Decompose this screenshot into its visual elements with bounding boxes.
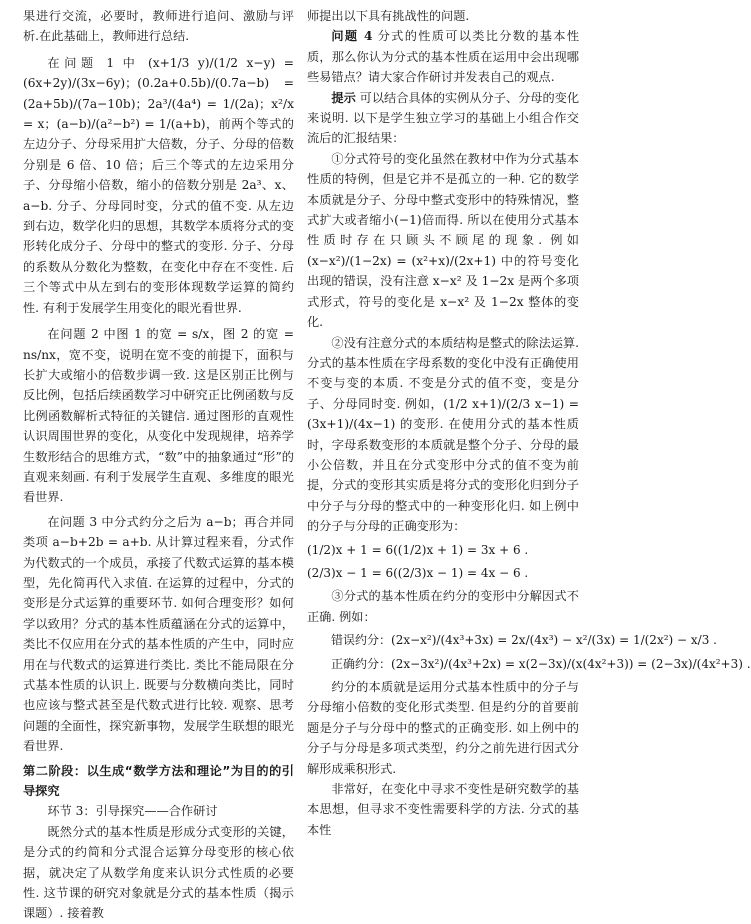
left-paragraph-problem-3: 在问题 3 中分式约分之后为 a−b；再合并同类项 a−b+2b = a+b. 从计算过程来看，分式作为代数式的一个成员，承接了代数式运算的基本模型，先化简再代入求值. 在运算的过程中，分式的变形是分式运算的重要环节. 如何合理变形？如何学以致用？分式的基本性质蕴涵在分式的运算中，类比不仅应用在分式的基本性质的产生中，同时应用在与代数式的运算进行类比. 类比不能局限在分式基本性质的认识上. 既要与分数横向类比，同时也应该与整式甚至是代数式进行比较. 观察、思考问题的全面性，探究新事物，发展学生联想的眼光看世界.: [23, 514, 294, 754]
result-5: 非常好，在变化中寻求不变性是研究数学的基本思想，但寻求不变性需要科学的方法. 分式的基本性: [307, 782, 579, 837]
left-paragraph-5: 既然分式的基本性质是形成分式变形的关键，是分式的约简和分式混合运算分母变形的核心依据，就决定了从数学角度来认识分式性质的必要性. 这节课的研究对象就是分式的基本性质（揭示课题）. 接着教: [23, 824, 294, 921]
question-4-label: 问题 4: [331, 29, 373, 44]
hint-text: 可以结合具体的实例从分子、分母的变化来说明. 以下是学生独立学习的基础上小组合作交流后的汇报结果：: [307, 90, 580, 146]
correct-reduction: [307, 654, 751, 674]
result-3: ③分式的基本性质在约分的变形中分解因式不正确. 例如：: [307, 589, 579, 624]
equation-numerator: (1/2)x + 1 = 6((1/2)x + 1) = 3x + 6 .: [307, 542, 529, 557]
equation-denominator: (2/3)x − 1 = 6((2/3)x − 1) = 4x − 6 .: [307, 565, 529, 580]
section-title-stage-2: 第二阶段：以生成“数学方法和理论”为目的的引导探究: [23, 763, 294, 799]
left-paragraph-problem-1: 在问题 1 中 (x+1/3 y)/(1/2 x−y) = (6x+2y)/(3x−6y)；(0.2a+0.5b)/(0.7a−b) = (2a+5b)/(7a−10b)；2a³/(4a⁴) = 1/(2a)；x²/x = x；(a−b)/(a²−b²) = 1/(a+b)，前两个等式的左边分子、分母采用扩大倍数，分子、分母的倍数分别是 6 倍、10 倍；后三个等式的左边采用分子、分母缩小倍数，缩小的倍数分别是 2a³、x、a−b. 分子、分母同时变，分式的值不变. 从左边到右边，数学化归的思想，其数学本质将分式的变形转化成分子、分母中的整式的变形. 分子、分母的系数从分数化为整数，在变化中存在不变性. 后三个等式中从左到右的变形体现数学运算的简约性. 有利于发展学生用变化的眼光看世界.: [23, 55, 294, 315]
hint-label: 提示: [331, 90, 356, 105]
step-3-heading: 环节 3：引导探究——合作研讨: [47, 804, 218, 819]
right-paragraph-1: 师提出以下具有挑战性的问题.: [307, 9, 470, 23]
wrong-reduction-equation: (2x−x²)/(4x³+3x) = 2x/(4x³) − x²/(3x) = 1/(2x²) − x/3 .: [391, 633, 717, 648]
left-paragraph-problem-2: 在问题 2 中图 1 的宽 = s/x，图 2 的宽 = ns/nx，宽不变，说明在宽不变的前提下，面积与长扩大或缩小的倍数步调一致. 这是区别正比例与反比例，包括后续函数学习中研究正比例函数与反比例函数解析式特征的关键信. 通过图形的直观性认识周围世界的变化，从变化中发现规律，培养学生数形结合的思维方式，“数”中的抽象通过“形”的直观来刻画. 有利于发展学生直观、多维度的眼光看世界.: [23, 327, 294, 505]
question-4-text: 分式的性质可以类比分数的基本性质，那么你认为分式的基本性质在运用中会出现哪些易错点？请大家合作研讨并发表自己的观点.: [307, 29, 580, 85]
wrong-reduction-label: 错误约分：: [331, 633, 392, 648]
correct-reduction-equation: (2x−3x²)/(4x³+2x) = x(2−3x)/(x(4x²+3)) = (2−3x)/(4x²+3) .: [391, 656, 751, 671]
result-1: ①分式符号的变化虽然在教材中作为分式基本性质的特例，但是它并不是孤立的一种. 它的数学本质就是分子、分母中整式变形中的特殊情况，整式扩大或者缩小(−1)倍而得. 所以在使用分式基本性质时存在只顾头不顾尾的现象. 例如 (x−x²)/(1−2x) = (x²+x)/(2x+1) 中的符号变化出现的错误，没有注意 x−x² 及 1−2x 是两个多项式形式，符号的变化是 x−x² 及 1−2x 整体的变化.: [307, 151, 579, 330]
result-2: ②没有注意分式的本质结构是整式的除法运算. 分式的基本性质在字母系数的变化中没有正确使用不变与变的本质. 不变是分式的值不变，变是分子、分母同时变. 例如，(1/2 x+1)/(2/3 x−1) = (3x+1)/(4x−1) 的变形. 在使用分式的基本性质时，字母系数变形的本质就是整个分子、分母的最小公倍数，并且在分式变形中分式的值不变为前提，分式的变形其实质是将分式的变形化归到分子中分子与分母的整式中的一种变形化归. 如上例中的分子与分母的正确变形为：: [307, 335, 580, 534]
left-paragraph-1: 果进行交流，必要时，教师进行追问、激励与评析.在此基础上，教师进行总结.: [23, 9, 294, 44]
correct-reduction-label: 正确约分：: [331, 656, 392, 671]
left-column: [23, 6, 294, 924]
question-4: [307, 26, 579, 87]
wrong-reduction: [307, 630, 717, 650]
result-4: 约分的本质就是运用分式基本性质中的分子与分母缩小倍数的变化形式类型. 但是约分的首要前题是分子与分母中的整式的正确变形. 如上例中的分子与分母是多项式类型，约分之前先进行因式分解形成乘积形式.: [307, 680, 579, 776]
hint-paragraph: [307, 88, 579, 149]
right-column: [307, 6, 751, 840]
